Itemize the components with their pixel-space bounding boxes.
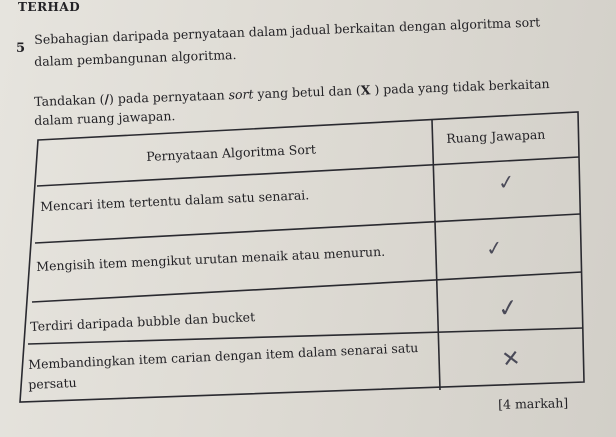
instruction-italic-sort: sort [228, 86, 254, 103]
instruction-line2: dalam ruang jawapan. [33, 108, 176, 128]
answer-tick-icon-row-1: ✓ [496, 168, 517, 196]
instruction-cross-symbol: X [360, 82, 371, 98]
answer-tick-icon-row-2: ✓ [484, 234, 505, 262]
question-text-line1: Sebahagian daripada pernyataan dalam jadual berkaitan dengan algoritma sort [33, 14, 541, 47]
table-header-statement: Pernyataan Algoritma Sort [145, 141, 317, 164]
instruction-part3: yang betul dan ( [253, 82, 362, 102]
question-number: 5 [16, 41, 26, 56]
classification-header: TERHAD [18, 0, 81, 14]
answer-cross-icon-row-4: ✕ [500, 345, 523, 374]
instruction-tick-symbol: / [104, 91, 110, 107]
table-row-4-statement-line1: Membandingkan item carian dengan item dalam senarai satu [27, 339, 419, 372]
instruction-part2: ) pada pernyataan [108, 87, 229, 107]
instruction-part1: Tandakan ( [33, 91, 105, 109]
table-row-4-statement-line2: persatu [27, 374, 77, 392]
table-header-answer: Ruang Jawapan [445, 126, 546, 146]
table-row-3-statement: Terdiri daripada bubble dan bucket [29, 309, 256, 334]
answer-tick-icon-row-3: ✓ [496, 292, 520, 324]
table-row-1-statement: Mencari item tertentu dalam satu senarai. [39, 187, 310, 214]
instruction-part4: ) pada yang tidak berkaitan [370, 76, 550, 98]
marks-label: [4 markah] [497, 395, 569, 412]
question-text-line2: dalam pembangunan algoritma. [33, 46, 237, 69]
table-row-2-statement: Mengisih item mengikut urutan menaik atau menurun. [35, 243, 386, 274]
table-column-divider [432, 120, 440, 390]
